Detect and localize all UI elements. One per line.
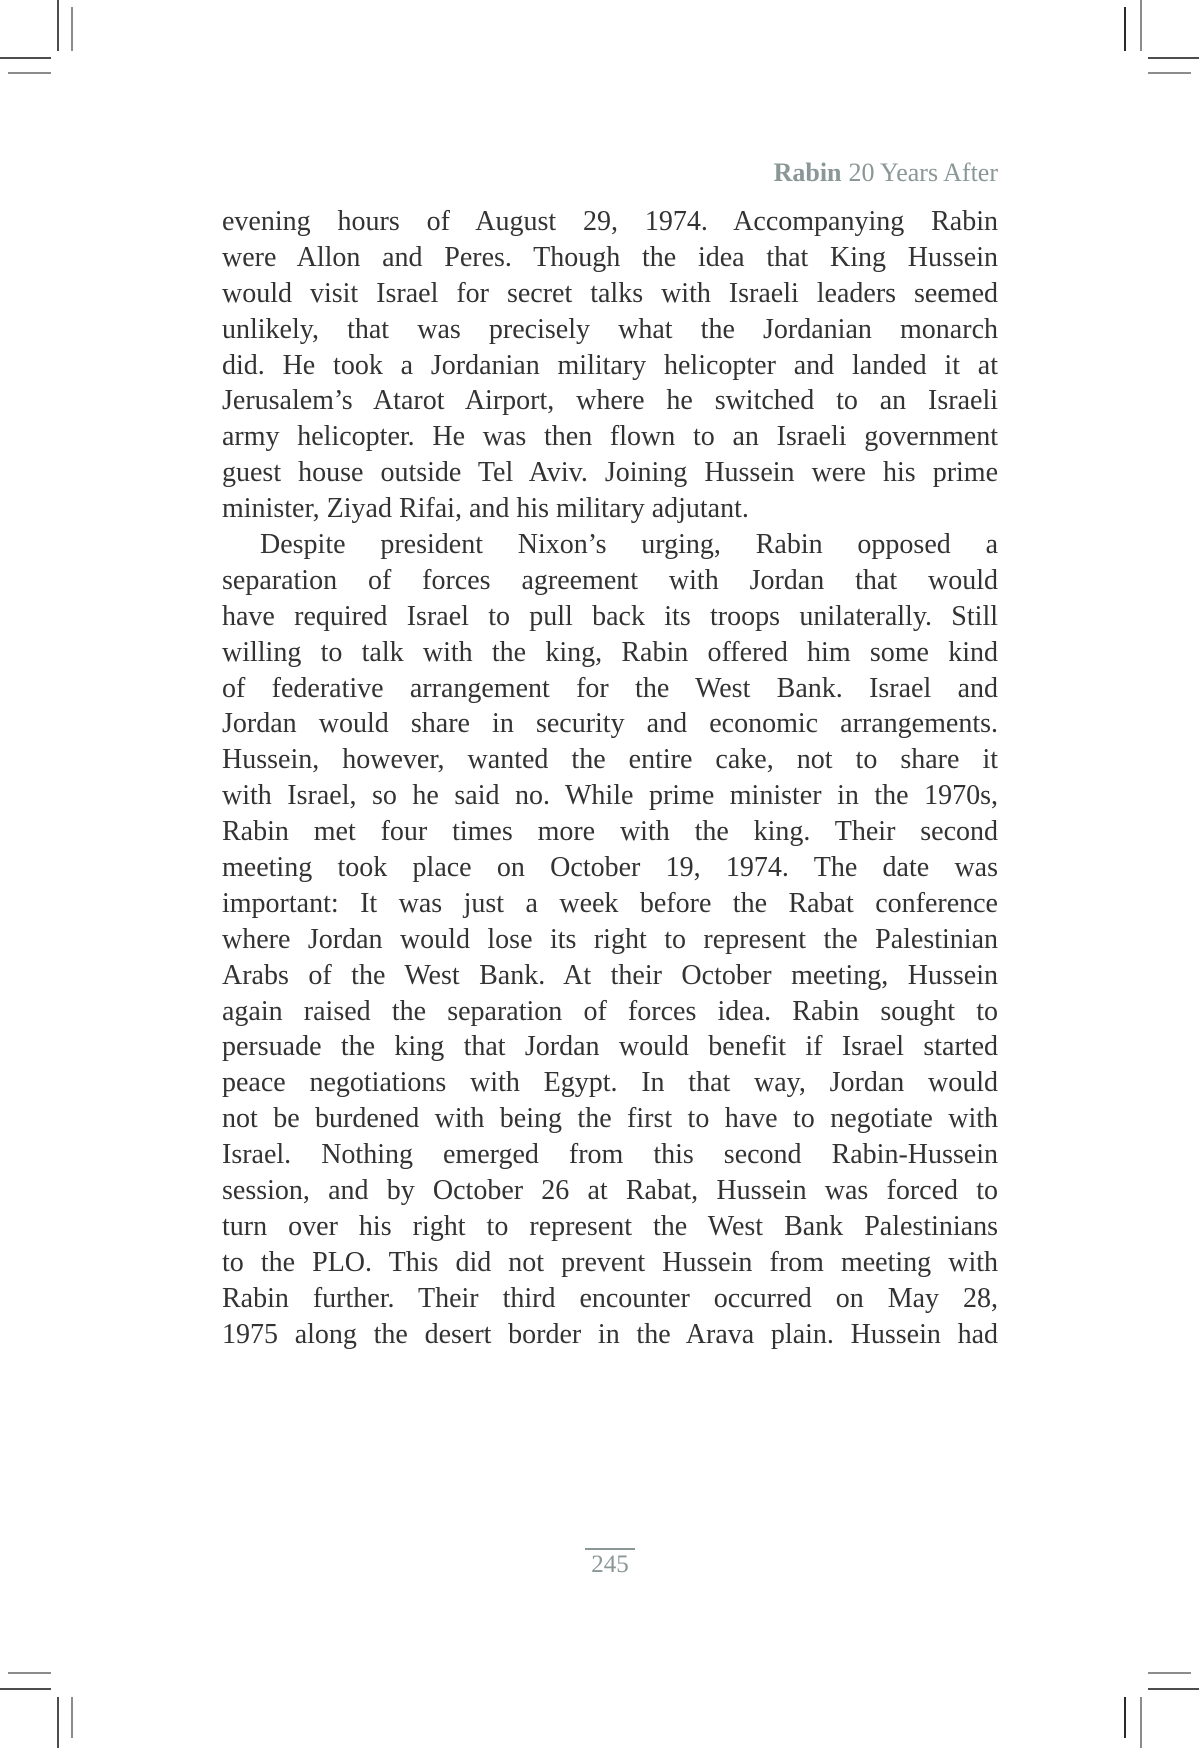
crop-mark-line xyxy=(71,1697,73,1738)
text-line: not be burdened with being the first to have to negotiate with xyxy=(222,1103,998,1135)
book-title-bold: Rabin xyxy=(773,158,842,187)
crop-mark-line xyxy=(8,1672,51,1674)
text-line: again raised the separation of forces idea. Rabin sought to xyxy=(222,995,998,1027)
text-line: Hussein, however, wanted the entire cake, not to share it xyxy=(222,744,998,776)
text-line: were Allon and Peres. Though the idea that King Hussein xyxy=(222,241,998,273)
crop-mark-line xyxy=(1148,1688,1199,1690)
page-number: 245 xyxy=(591,1551,629,1578)
page-footer xyxy=(222,1548,998,1578)
text-line: Jordan would share in security and economic arrangements. xyxy=(222,708,998,740)
text-line: separation of forces agreement with Jordan that would xyxy=(222,564,998,596)
page-body-text xyxy=(222,204,998,1353)
text-line: Israel. Nothing emerged from this second Rabin-Hussein xyxy=(222,1139,998,1171)
text-line: guest house outside Tel Aviv. Joining Hussein were his prime xyxy=(222,457,998,489)
crop-mark-line xyxy=(0,57,51,59)
text-line: Despite president Nixon’s urging, Rabin opposed a xyxy=(260,529,998,561)
text-line: to the PLO. This did not prevent Hussein from meeting with xyxy=(222,1246,998,1278)
text-line: have required Israel to pull back its troops unilaterally. Still xyxy=(222,600,998,632)
text-line: 1975 along the desert border in the Arava plain. Hussein had xyxy=(222,1318,998,1350)
text-line: peace negotiations with Egypt. In that way, Jordan would xyxy=(222,1067,998,1099)
crop-mark-line xyxy=(1140,0,1142,51)
text-line: where Jordan would lose its right to represent the Palestinian xyxy=(222,923,998,955)
text-line: army helicopter. He was then flown to an Israeli government xyxy=(222,421,998,453)
text-line: meeting took place on October 19, 1974. The date was xyxy=(222,852,998,884)
text-line: minister, Ziyad Rifai, and his military adjutant. xyxy=(222,493,749,525)
crop-mark-line xyxy=(57,0,59,51)
text-line: with Israel, so he said no. While prime minister in the 1970s, xyxy=(222,780,998,812)
crop-mark-line xyxy=(57,1697,59,1748)
page-number-rule xyxy=(585,1548,635,1550)
book-title-rest: 20 Years After xyxy=(848,158,998,187)
text-line: would visit Israel for secret talks with Israeli leaders seemed xyxy=(222,277,998,309)
crop-mark-line xyxy=(1148,72,1191,74)
crop-mark-line xyxy=(1124,1697,1126,1738)
crop-mark-line xyxy=(1140,1697,1142,1748)
text-line: Jerusalem’s Atarot Airport, where he switched to an Israeli xyxy=(222,385,998,417)
text-line: Arabs of the West Bank. At their October meeting, Hussein xyxy=(222,959,998,991)
crop-mark-line xyxy=(0,1688,51,1690)
crop-mark-line xyxy=(71,7,73,51)
crop-mark-line xyxy=(1148,57,1199,59)
text-line: turn over his right to represent the West Bank Palestinians xyxy=(222,1210,998,1242)
text-line: important: It was just a week before the Rabat conference xyxy=(222,887,998,919)
crop-mark-line xyxy=(1124,7,1126,51)
text-line: of federative arrangement for the West Bank. Israel and xyxy=(222,672,998,704)
text-line: persuade the king that Jordan would benefit if Israel started xyxy=(222,1031,998,1063)
text-line: evening hours of August 29, 1974. Accompanying Rabin xyxy=(222,206,998,237)
text-line: willing to talk with the king, Rabin offered him some kind xyxy=(222,636,998,668)
text-line: session, and by October 26 at Rabat, Hussein was forced to xyxy=(222,1175,998,1207)
crop-mark-line xyxy=(8,72,51,74)
text-line: did. He took a Jordanian military helicopter and landed it at xyxy=(222,349,998,381)
text-line: Rabin met four times more with the king. Their second xyxy=(222,816,998,848)
running-header xyxy=(222,158,998,188)
text-line: unlikely, that was precisely what the Jordanian monarch xyxy=(222,313,998,345)
text-line: Rabin further. Their third encounter occurred on May 28, xyxy=(222,1282,998,1314)
crop-mark-line xyxy=(1148,1672,1191,1674)
